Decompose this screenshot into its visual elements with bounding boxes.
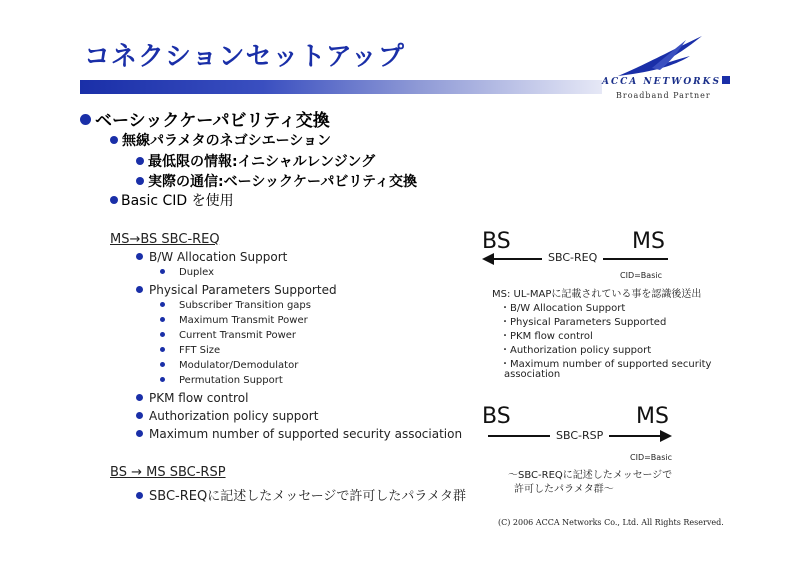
req-note-item: ・Physical Parameters Supported xyxy=(500,317,667,328)
phys-subitem: Subscriber Transition gaps xyxy=(160,300,311,311)
bullet-icon xyxy=(110,196,118,204)
acca-bird-logo-icon xyxy=(612,32,708,78)
rsp-note-line1: ～SBC-REQに記述したメッセージで xyxy=(508,470,673,481)
req-item-security: Maximum number of supported security association xyxy=(136,427,462,441)
basic-cid-item: Basic CID を使用 xyxy=(110,190,234,210)
sub-item-minimum: 最低限の情報:イニシャルレンジング xyxy=(136,151,375,171)
req-item-bw: B/W Allocation Support xyxy=(136,250,287,264)
phys-subitem: FFT Size xyxy=(160,345,220,356)
bullet-icon xyxy=(136,394,143,401)
req-note-tail: association xyxy=(504,369,561,380)
req-diagram-ms-label: MS xyxy=(632,229,665,254)
req-note-item: ・B/W Allocation Support xyxy=(500,303,626,314)
logo-tagline: Broadband Partner xyxy=(616,91,711,100)
rsp-note-line2: 許可したパラメタ群～ xyxy=(514,484,614,495)
bullet-icon xyxy=(160,332,165,337)
rsp-diagram-bs-label: BS xyxy=(482,404,511,429)
req-item-pkm: PKM flow control xyxy=(136,391,248,405)
phys-subitem: Current Transmit Power xyxy=(160,330,296,341)
bullet-icon xyxy=(160,347,165,352)
rsp-section-title: BS → MS SBC-RSP xyxy=(110,465,226,480)
bullet-icon xyxy=(160,302,165,307)
copyright-footer: (C) 2006 ACCA Networks Co., Ltd. All Rights Reserved. xyxy=(498,518,724,527)
req-message-label: SBC-REQ xyxy=(542,251,603,264)
req-subitem-duplex: Duplex xyxy=(160,267,214,278)
req-note-item: ・Authorization policy support xyxy=(500,345,652,356)
phys-subitem: Permutation Support xyxy=(160,375,283,386)
rsp-message-label: SBC-RSP xyxy=(550,429,609,442)
req-diagram-bs-label: BS xyxy=(482,229,511,254)
logo-square-icon xyxy=(722,76,730,84)
bullet-icon xyxy=(136,492,143,499)
bullet-icon xyxy=(80,114,91,125)
req-cid-label: CID=Basic xyxy=(620,271,662,280)
negotiation-item: 無線パラメタのネゴシエーション xyxy=(110,130,331,150)
req-item-auth: Authorization policy support xyxy=(136,409,318,423)
phys-subitem: Modulator/Demodulator xyxy=(160,360,298,371)
bullet-icon xyxy=(136,430,143,437)
phys-subitem: Maximum Transmit Power xyxy=(160,315,308,326)
req-note-item: ・Maximum number of supported security xyxy=(500,359,712,370)
bullet-icon xyxy=(136,286,143,293)
bullet-icon xyxy=(136,253,143,260)
bullet-icon xyxy=(136,157,144,165)
title-underline-bar xyxy=(80,80,602,94)
bullet-icon xyxy=(160,317,165,322)
bullet-icon xyxy=(110,136,118,144)
req-note-title: MS: UL-MAPに記載されている事を認識後送出 xyxy=(492,289,702,300)
rsp-diagram-ms-label: MS xyxy=(636,404,669,429)
sub-item-actual: 実際の通信:ベーシックケーパビリティ交換 xyxy=(136,171,417,191)
rsp-item: SBC-REQに記述したメッセージで許可したパラメタ群 xyxy=(136,485,466,504)
req-section-title: MS→BS SBC-REQ xyxy=(110,232,220,247)
bullet-icon xyxy=(136,412,143,419)
logo-name: ACCA NETWORKS xyxy=(602,77,721,87)
req-item-phys: Physical Parameters Supported xyxy=(136,283,337,297)
bullet-icon xyxy=(136,177,144,185)
bullet-icon xyxy=(160,377,165,382)
slide-title: コネクションセットアップ xyxy=(84,42,405,72)
main-heading: ベーシックケーパビリティ交換 xyxy=(80,106,330,131)
bullet-icon xyxy=(160,269,165,274)
bullet-icon xyxy=(160,362,165,367)
rsp-cid-label: CID=Basic xyxy=(630,453,672,462)
req-note-item: ・PKM flow control xyxy=(500,331,593,342)
